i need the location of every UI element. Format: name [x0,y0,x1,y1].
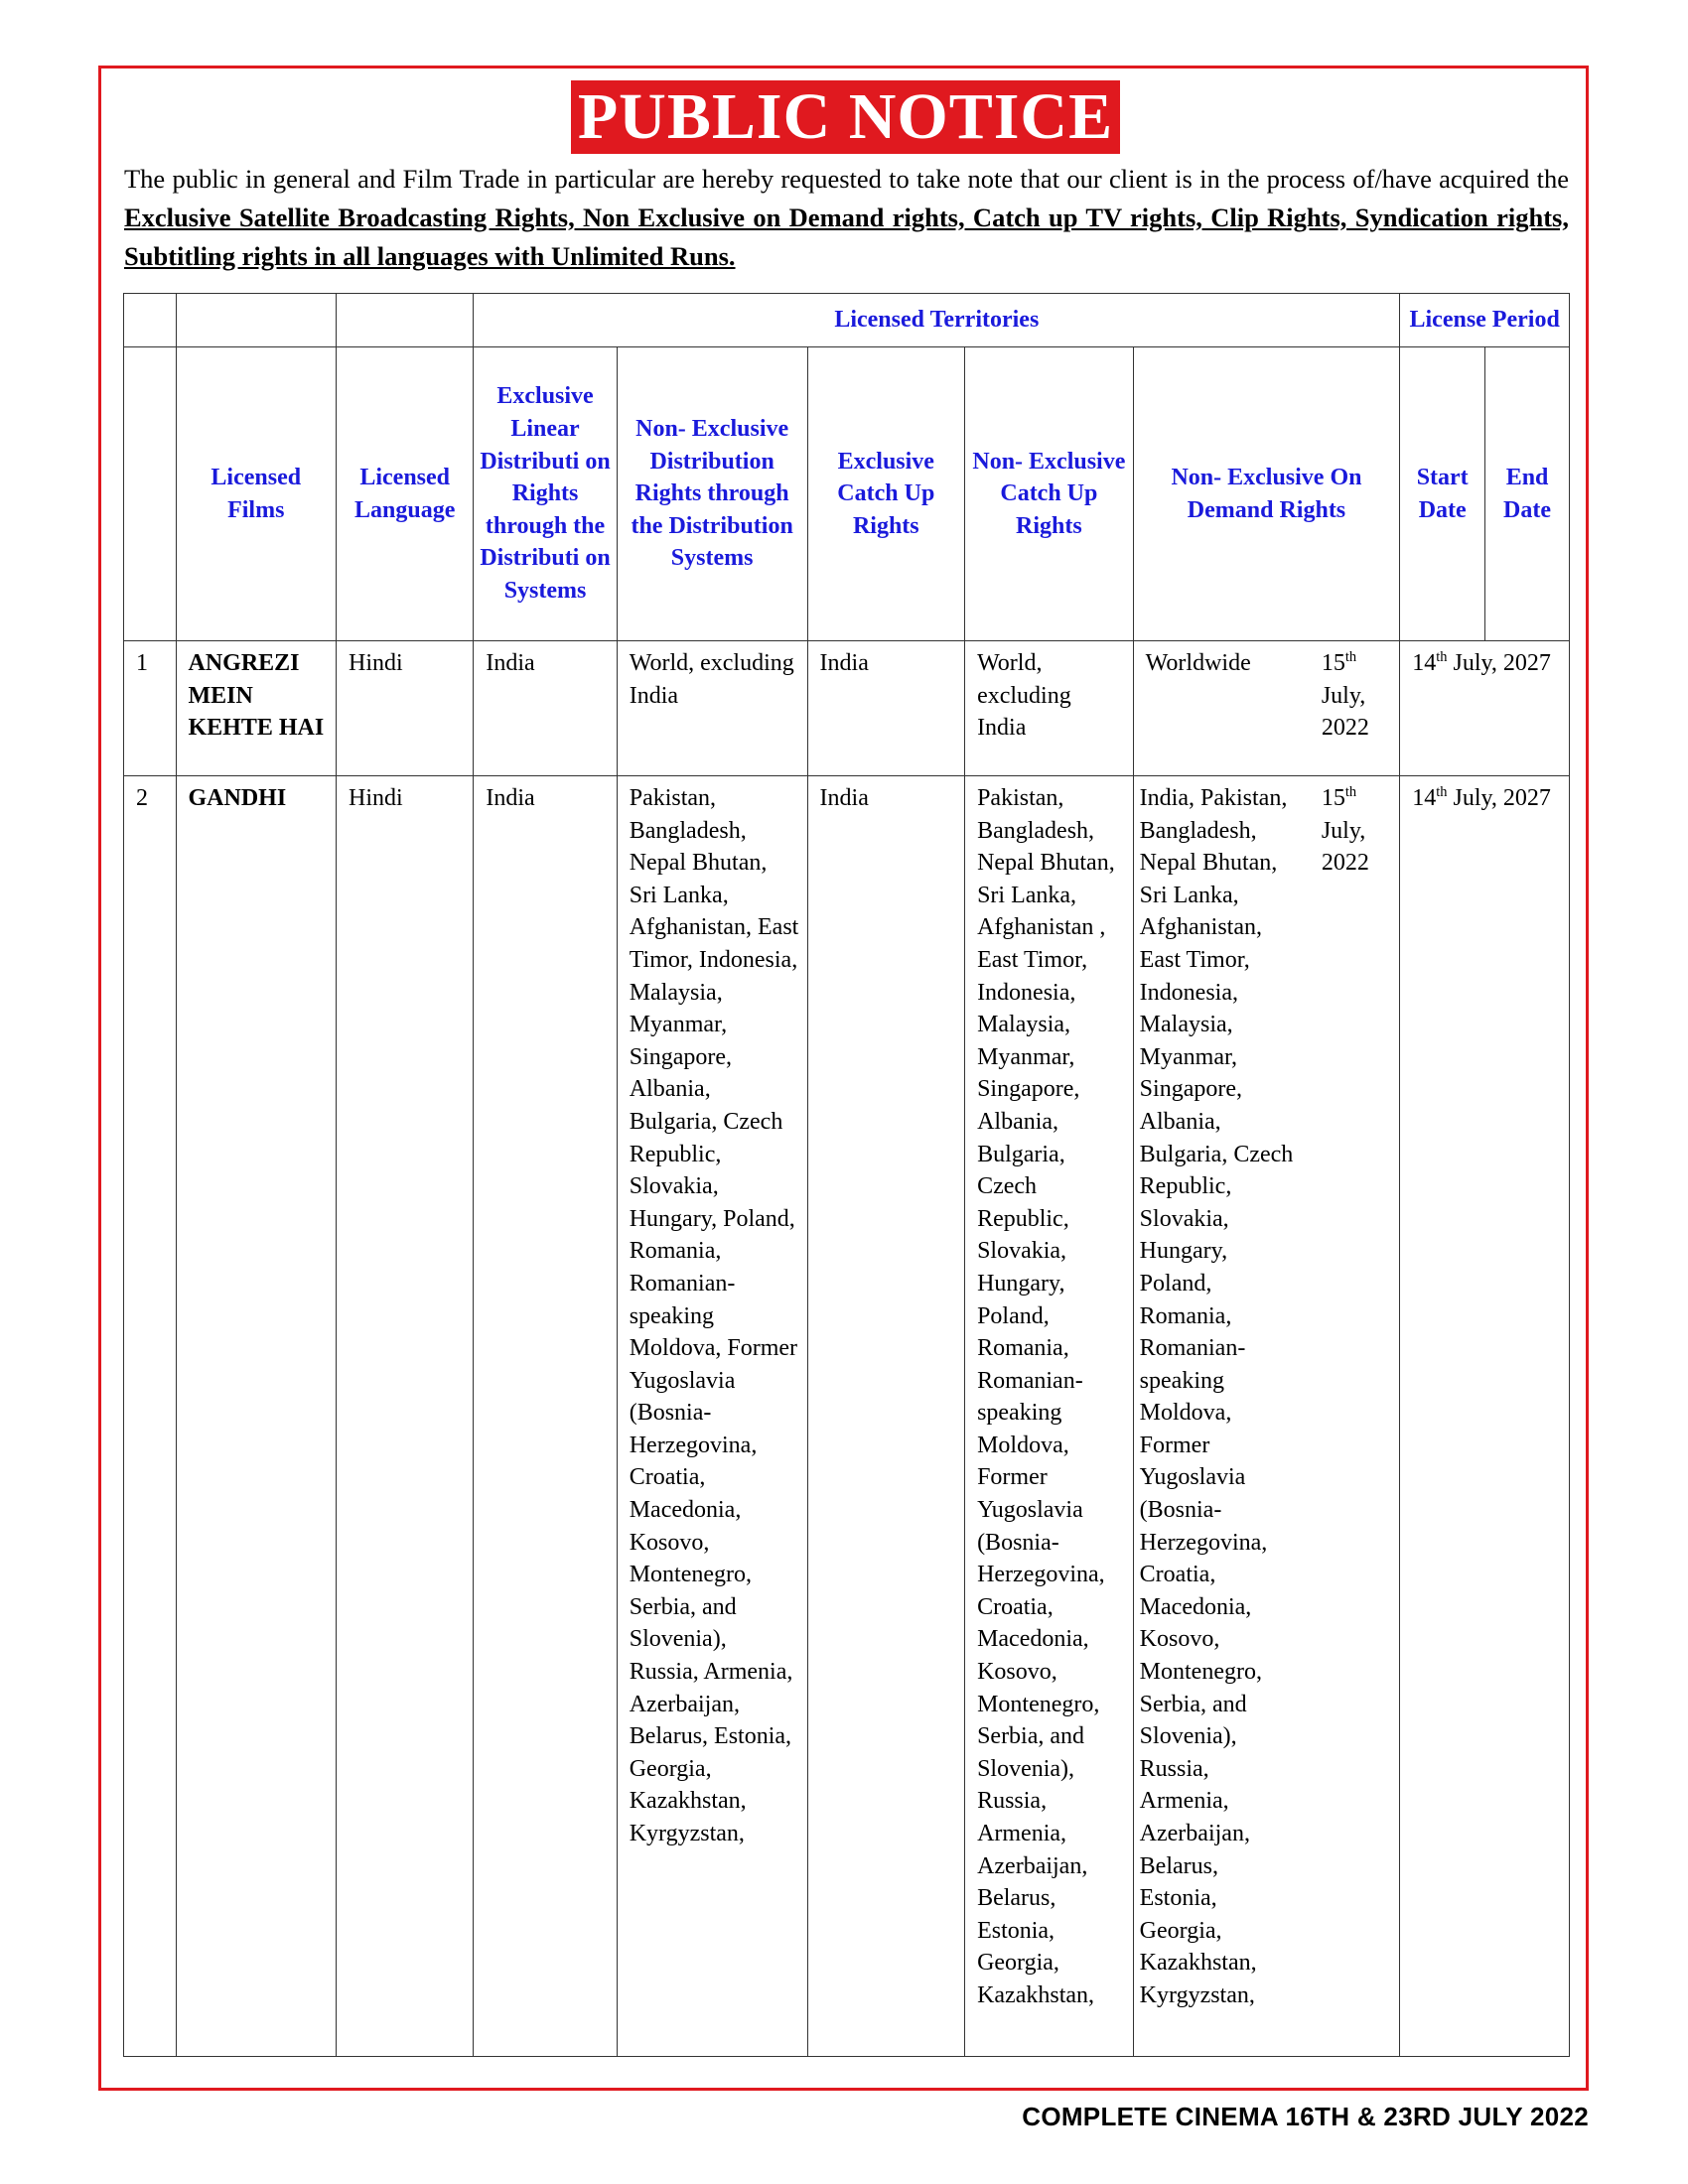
non-exclusive-on-demand-territory: Worldwide [1133,641,1308,776]
film-language: Hindi [337,641,474,776]
header-no [124,347,177,641]
end-date-rest: July, 2027 [1447,650,1551,676]
header-start-date: Start Date [1400,347,1485,641]
header-licensed-territories: Licensed Territories [474,294,1400,347]
end-date-day: 14 [1412,650,1437,676]
intro-lead: The public in general and Film Trade in particular are hereby requested to take note that our client is in the process of/have acquired the [124,164,1569,194]
non-exclusive-distribution-territory: Pakistan, Bangladesh, Nepal Bhutan, Sri Lanka, Afghanistan, East Timor, Indonesia, Malaysia, Myanmar, Singapore, Albania, Bulgaria, Czech Republic, Slovakia, Hungary, Poland, Romania, Romanian-speaking Moldova, Former Yugoslavia (Bosnia-Herzegovina, Croatia, Macedonia, Kosovo, Montenegro, Serbia, and Slovenia), Russia, Armenia, Azerbaijan, Belarus, Estonia, Georgia, Kazakhstan, Kyrgyzstan, [617,776,807,2057]
header-exclusive-linear: Exclusive Linear Distributi on Rights through the Distributi on Systems [474,347,617,641]
header-non-exclusive-on-demand: Non- Exclusive On Demand Rights [1133,347,1400,641]
non-exclusive-catch-up-territory: Pakistan, Bangladesh, Nepal Bhutan, Sri Lanka, Afghanistan , East Timor, Indonesia, Malaysia, Myanmar, Singapore, Albania, Bulgaria, Czech Republic, Slovakia, Hungary, Poland, Romania, Romanian-speaking Moldova, Former Yugoslavia (Bosnia-Herzegovina, Croatia, Macedonia, Kosovo, Montenegro, Serbia, and Slovenia), Russia, Armenia, Azerbaijan, Belarus, Estonia, Georgia, Kazakhstan, [965,776,1134,2057]
header-end-date: End Date [1485,347,1570,641]
header-blank-films [176,294,337,347]
non-exclusive-catch-up-territory: World, excluding India [965,641,1134,776]
header-blank-no [124,294,177,347]
exclusive-catch-up-territory: India [807,776,965,2057]
exclusive-catch-up-territory: India [807,641,965,776]
film-title: GANDHI [176,776,337,2057]
row-number: 1 [124,641,177,776]
start-date-rest: July, 2022 [1321,682,1369,742]
header-licensed-language: Licensed Language [337,347,474,641]
end-date-day: 14 [1412,785,1437,811]
notice-title: PUBLIC NOTICE [571,80,1120,154]
row-number: 2 [124,776,177,2057]
header-non-exclusive-distribution: Non- Exclusive Distribution Rights through the Distribution Systems [617,347,807,641]
end-date-suffix: th [1436,649,1448,665]
start-date-suffix: th [1344,649,1357,665]
header-license-period: License Period [1400,294,1570,347]
header-non-exclusive-catch-up: Non- Exclusive Catch Up Rights [965,347,1134,641]
notice-intro [124,160,1569,276]
film-language: Hindi [337,776,474,2057]
start-date [1308,776,1400,2057]
header-group-row [124,294,1570,347]
non-exclusive-on-demand-territory: India, Pakistan, Bangladesh, Nepal Bhutan, Sri Lanka, Afghanistan, East Timor, Indonesia, Malaysia, Myanmar, Singapore, Albania, Bulgaria, Czech Republic, Slovakia, Hungary, Poland, Romania, Romanian-speaking Moldova, Former Yugoslavia (Bosnia-Herzegovina, Croatia, Macedonia, Kosovo, Montenegro, Serbia, and Slovenia), Russia, Armenia, Azerbaijan, Belarus, Estonia, Georgia, Kazakhstan, Kyrgyzstan, [1133,776,1308,2057]
end-date [1400,641,1570,776]
table-row [124,776,1570,2057]
start-date-rest: July, 2022 [1321,817,1369,877]
rights-table [123,293,1570,2057]
exclusive-linear-territory: India [474,641,617,776]
header-licensed-films: Licensed Films [176,347,337,641]
start-date-suffix: th [1344,784,1357,800]
publication-footer: COMPLETE CINEMA 16TH & 23RD JULY 2022 [1022,2102,1589,2131]
table-row [124,641,1570,776]
end-date [1400,776,1570,2057]
start-date-day: 15 [1321,650,1345,676]
film-title: ANGREZI MEIN KEHTE HAI [176,641,337,776]
start-date-day: 15 [1321,785,1345,811]
start-date [1308,641,1400,776]
non-exclusive-distribution-territory: World, excluding India [617,641,807,776]
header-exclusive-catch-up: Exclusive Catch Up Rights [807,347,965,641]
header-blank-language [337,294,474,347]
intro-rights: Exclusive Satellite Broadcasting Rights, Non Exclusive on Demand rights, Catch up TV rights, Clip Rights, Syndication rights, Subtitling rights in all languages with Unlimited Runs. [124,203,1569,271]
header-column-row [124,347,1570,641]
end-date-suffix: th [1436,784,1448,800]
exclusive-linear-territory: India [474,776,617,2057]
end-date-rest: July, 2027 [1447,785,1551,811]
